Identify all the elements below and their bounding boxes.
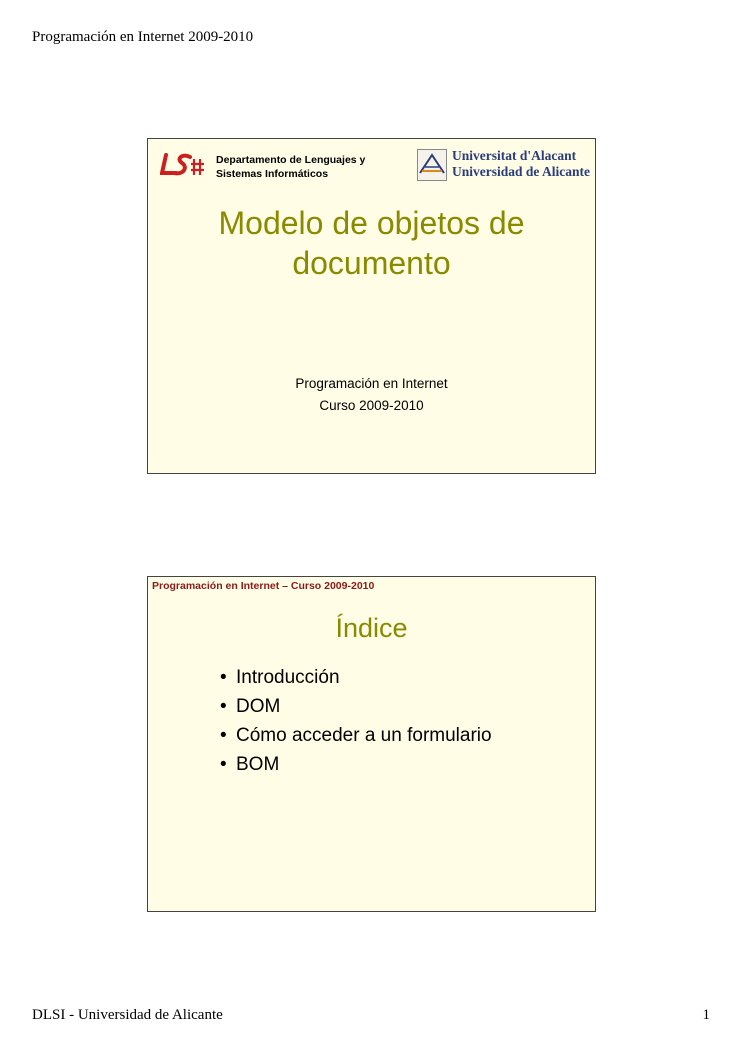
list-item: • Cómo acceder a un formulario (220, 721, 492, 750)
bullet-icon: • (220, 667, 227, 688)
bullet-icon: • (220, 725, 227, 746)
slide-subtitle: Programación en Internet Curso 2009-2010 (295, 376, 448, 413)
bullet-icon: • (220, 754, 227, 775)
page-footer: DLSI - Universidad de Alicante (32, 1007, 223, 1023)
ls-logo-icon (160, 149, 210, 181)
list-item: • BOM (220, 750, 492, 779)
university-name: Universitat d'Alacant Universidad de Alicante (452, 148, 591, 179)
index-title: Índice (335, 613, 408, 643)
slide-title-slide (147, 138, 596, 474)
slide-index (147, 576, 596, 912)
page-number: 1 (702, 1007, 710, 1023)
list-item: • DOM (220, 692, 492, 721)
slide-header: Programación en Internet – Curso 2009-2010 (152, 580, 375, 592)
list-item: • Introducción (220, 663, 492, 692)
department-name: Departamento de Lenguajes y Sistemas Informáticos (216, 154, 366, 180)
university-emblem-icon (417, 149, 447, 181)
slide-title: Modelo de objetos de documento (218, 205, 525, 281)
bullet-icon: • (220, 696, 227, 717)
index-list (220, 663, 492, 779)
page-header: Programación en Internet 2009-2010 (32, 29, 254, 45)
